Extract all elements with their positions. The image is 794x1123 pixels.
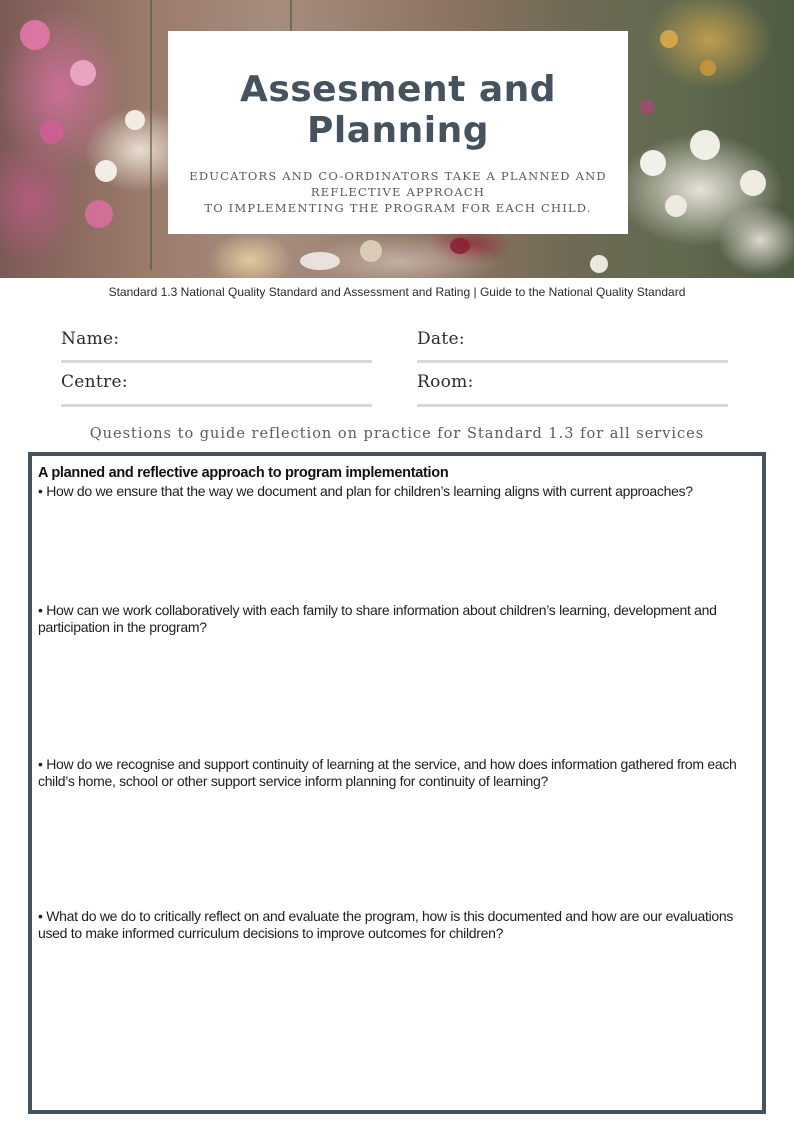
date-field[interactable] bbox=[417, 329, 728, 349]
header-image bbox=[0, 0, 794, 278]
room-label: Room: bbox=[417, 372, 474, 392]
reflection-questions-box[interactable] bbox=[28, 452, 766, 1114]
name-field[interactable] bbox=[61, 329, 372, 349]
question-item: • How do we recognise and support continuity of learning at the service, and how does information gathered from each child’s home, school or other support service inform planning for continuity of learning? bbox=[38, 756, 737, 789]
question-item: • What do we do to critically reflect on and evaluate the program, how is this documented and how are our evaluations used to make informed curriculum decisions to improve outcomes for children? bbox=[38, 908, 734, 941]
subtitle-line-1: EDUCATORS AND CO-ORDINATORS TAKE A PLANNED AND bbox=[189, 169, 607, 183]
subtitle-line-3: TO IMPLEMENTING THE PROGRAM FOR EACH CHILD. bbox=[204, 201, 592, 215]
name-label: Name: bbox=[61, 329, 120, 349]
title-card bbox=[168, 31, 628, 234]
source-reference: Standard 1.3 National Quality Standard and Assessment and Rating | Guide to the National Quality Standard bbox=[108, 285, 686, 299]
page-title bbox=[168, 69, 628, 151]
guide-heading: Questions to guide reflection on practice for Standard 1.3 for all services bbox=[89, 426, 705, 442]
date-label: Date: bbox=[417, 329, 465, 349]
question-item: • How can we work collaboratively with each family to share information about children’s learning, development and participation in the program? bbox=[38, 602, 717, 635]
subtitle-line-2: REFLECTIVE APPROACH bbox=[310, 185, 486, 199]
title-line-1: Assesment and bbox=[239, 69, 557, 110]
name-underline bbox=[61, 360, 372, 363]
room-field[interactable] bbox=[417, 372, 728, 392]
centre-underline bbox=[61, 404, 372, 407]
centre-label: Centre: bbox=[61, 372, 128, 392]
page-subtitle bbox=[188, 168, 608, 216]
room-underline bbox=[417, 404, 728, 407]
date-underline bbox=[417, 360, 728, 363]
title-line-2: Planning bbox=[306, 110, 489, 151]
questions-title: A planned and reflective approach to program implementation bbox=[38, 465, 449, 481]
centre-field[interactable] bbox=[61, 372, 372, 392]
question-item: • How do we ensure that the way we document and plan for children’s learning aligns with current approaches? bbox=[38, 483, 693, 499]
